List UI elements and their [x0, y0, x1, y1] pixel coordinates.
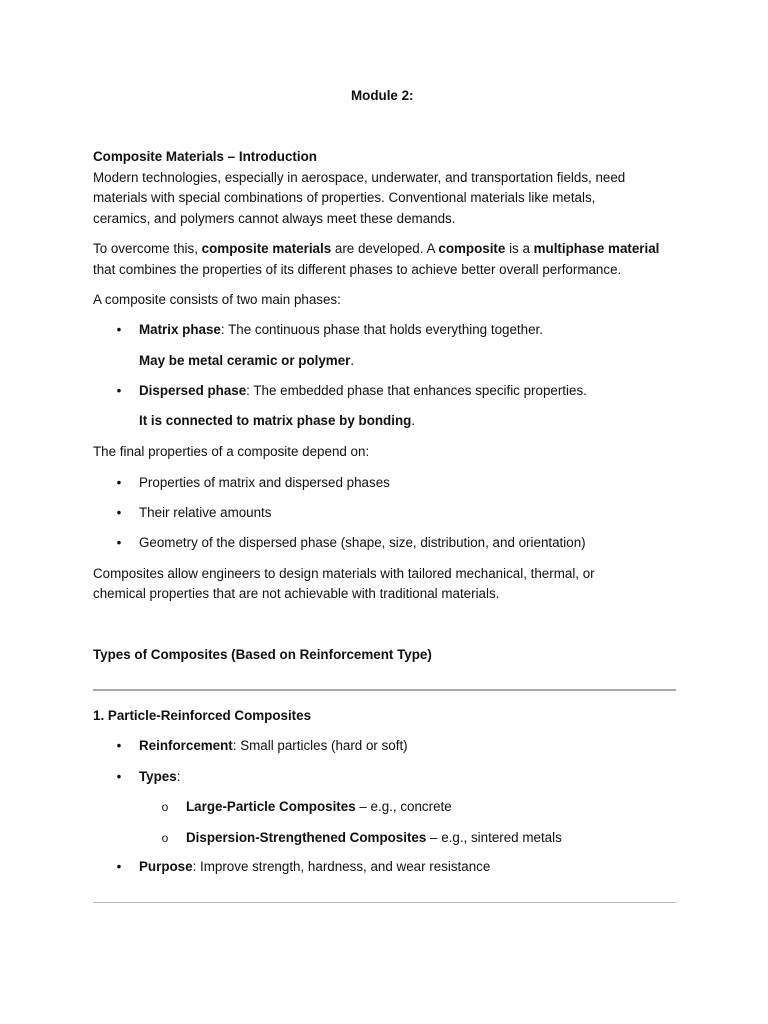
sub-list-item-dispersion: [186, 828, 562, 848]
bold-run: composite materials: [201, 241, 332, 256]
paragraph-two-phases: A composite consists of two main phases:: [93, 292, 341, 307]
bold-run: multiphase material: [533, 241, 660, 256]
bullet-marker: •: [116, 475, 122, 490]
text-run: are developed. A: [331, 241, 439, 256]
bullet-marker: •: [116, 738, 122, 753]
text-run: : The embedded phase that enhances specific properties.: [246, 383, 587, 398]
text-run: : Improve strength, hardness, and wear resistance: [192, 859, 491, 874]
bold-run: Types: [139, 769, 177, 784]
sub-bullet-marker: o: [161, 800, 169, 814]
matrix-note: [139, 351, 354, 371]
paragraph-final-properties: The final properties of a composite depend on:: [93, 444, 370, 459]
intro-heading: Composite Materials – Introduction: [93, 149, 317, 164]
paragraph-composite-definition-line-2: that combines the properties of its different phases to achieve better overall performance.: [93, 262, 622, 277]
bold-run: Reinforcement: [139, 738, 233, 753]
text-run: is a: [505, 241, 534, 256]
text-run: .: [350, 353, 355, 368]
paragraph-composite-definition: [93, 239, 659, 259]
list-item-dispersed-phase: [139, 381, 587, 401]
paragraph-tailored-line-2: chemical properties that are not achievable with traditional materials.: [93, 586, 500, 601]
text-run: – e.g., concrete: [355, 799, 452, 814]
text-run: : The continuous phase that holds everything together.: [220, 322, 543, 337]
paragraph-tailored-line-1: Composites allow engineers to design materials with tailored mechanical, thermal, or: [93, 566, 595, 581]
module-title: Module 2:: [351, 88, 414, 103]
horizontal-rule: [93, 902, 676, 903]
intro-line-2: materials with special combinations of properties. Conventional materials like metals,: [93, 190, 596, 205]
text-run: :: [176, 769, 181, 784]
bold-run: Dispersed phase: [139, 383, 247, 398]
bullet-marker: •: [116, 505, 122, 520]
sub-list-item-large-particle: [186, 797, 452, 817]
text-run: : Small particles (hard or soft): [232, 738, 408, 753]
intro-line-3: ceramics, and polymers cannot always meet these demands.: [93, 211, 456, 226]
bullet-marker: •: [116, 322, 122, 337]
bullet-marker: •: [116, 535, 122, 550]
bold-run: It is connected to matrix phase by bonding: [139, 413, 412, 428]
bullet-marker: •: [116, 383, 122, 398]
dispersed-note: [139, 411, 415, 431]
bullet-marker: •: [116, 859, 122, 874]
bullet-marker: •: [116, 769, 122, 784]
sub-bullet-marker: o: [161, 831, 169, 845]
types-heading: Types of Composites (Based on Reinforcement Type): [93, 647, 432, 662]
intro-line-1: Modern technologies, especially in aerospace, underwater, and transportation fields, need: [93, 170, 626, 185]
list-item: Geometry of the dispersed phase (shape, size, distribution, and orientation): [139, 535, 586, 550]
text-run: .: [411, 413, 416, 428]
horizontal-rule: [93, 689, 676, 691]
bold-run: Large-Particle Composites: [186, 799, 356, 814]
list-item-reinforcement: [139, 736, 408, 756]
text-run: – e.g., sintered metals: [426, 830, 562, 845]
list-item-matrix-phase: [139, 320, 543, 340]
bold-run: Dispersion-Strengthened Composites: [186, 830, 427, 845]
bold-run: May be metal ceramic or polymer: [139, 353, 351, 368]
particle-heading: 1. Particle-Reinforced Composites: [93, 708, 312, 723]
bold-run: Purpose: [139, 859, 193, 874]
list-item: Their relative amounts: [139, 505, 272, 520]
text-run: To overcome this,: [93, 241, 202, 256]
list-item: Properties of matrix and dispersed phases: [139, 475, 390, 490]
bold-run: composite: [438, 241, 506, 256]
list-item-types: [139, 767, 180, 787]
list-item-purpose: [139, 857, 490, 877]
bold-run: Matrix phase: [139, 322, 221, 337]
